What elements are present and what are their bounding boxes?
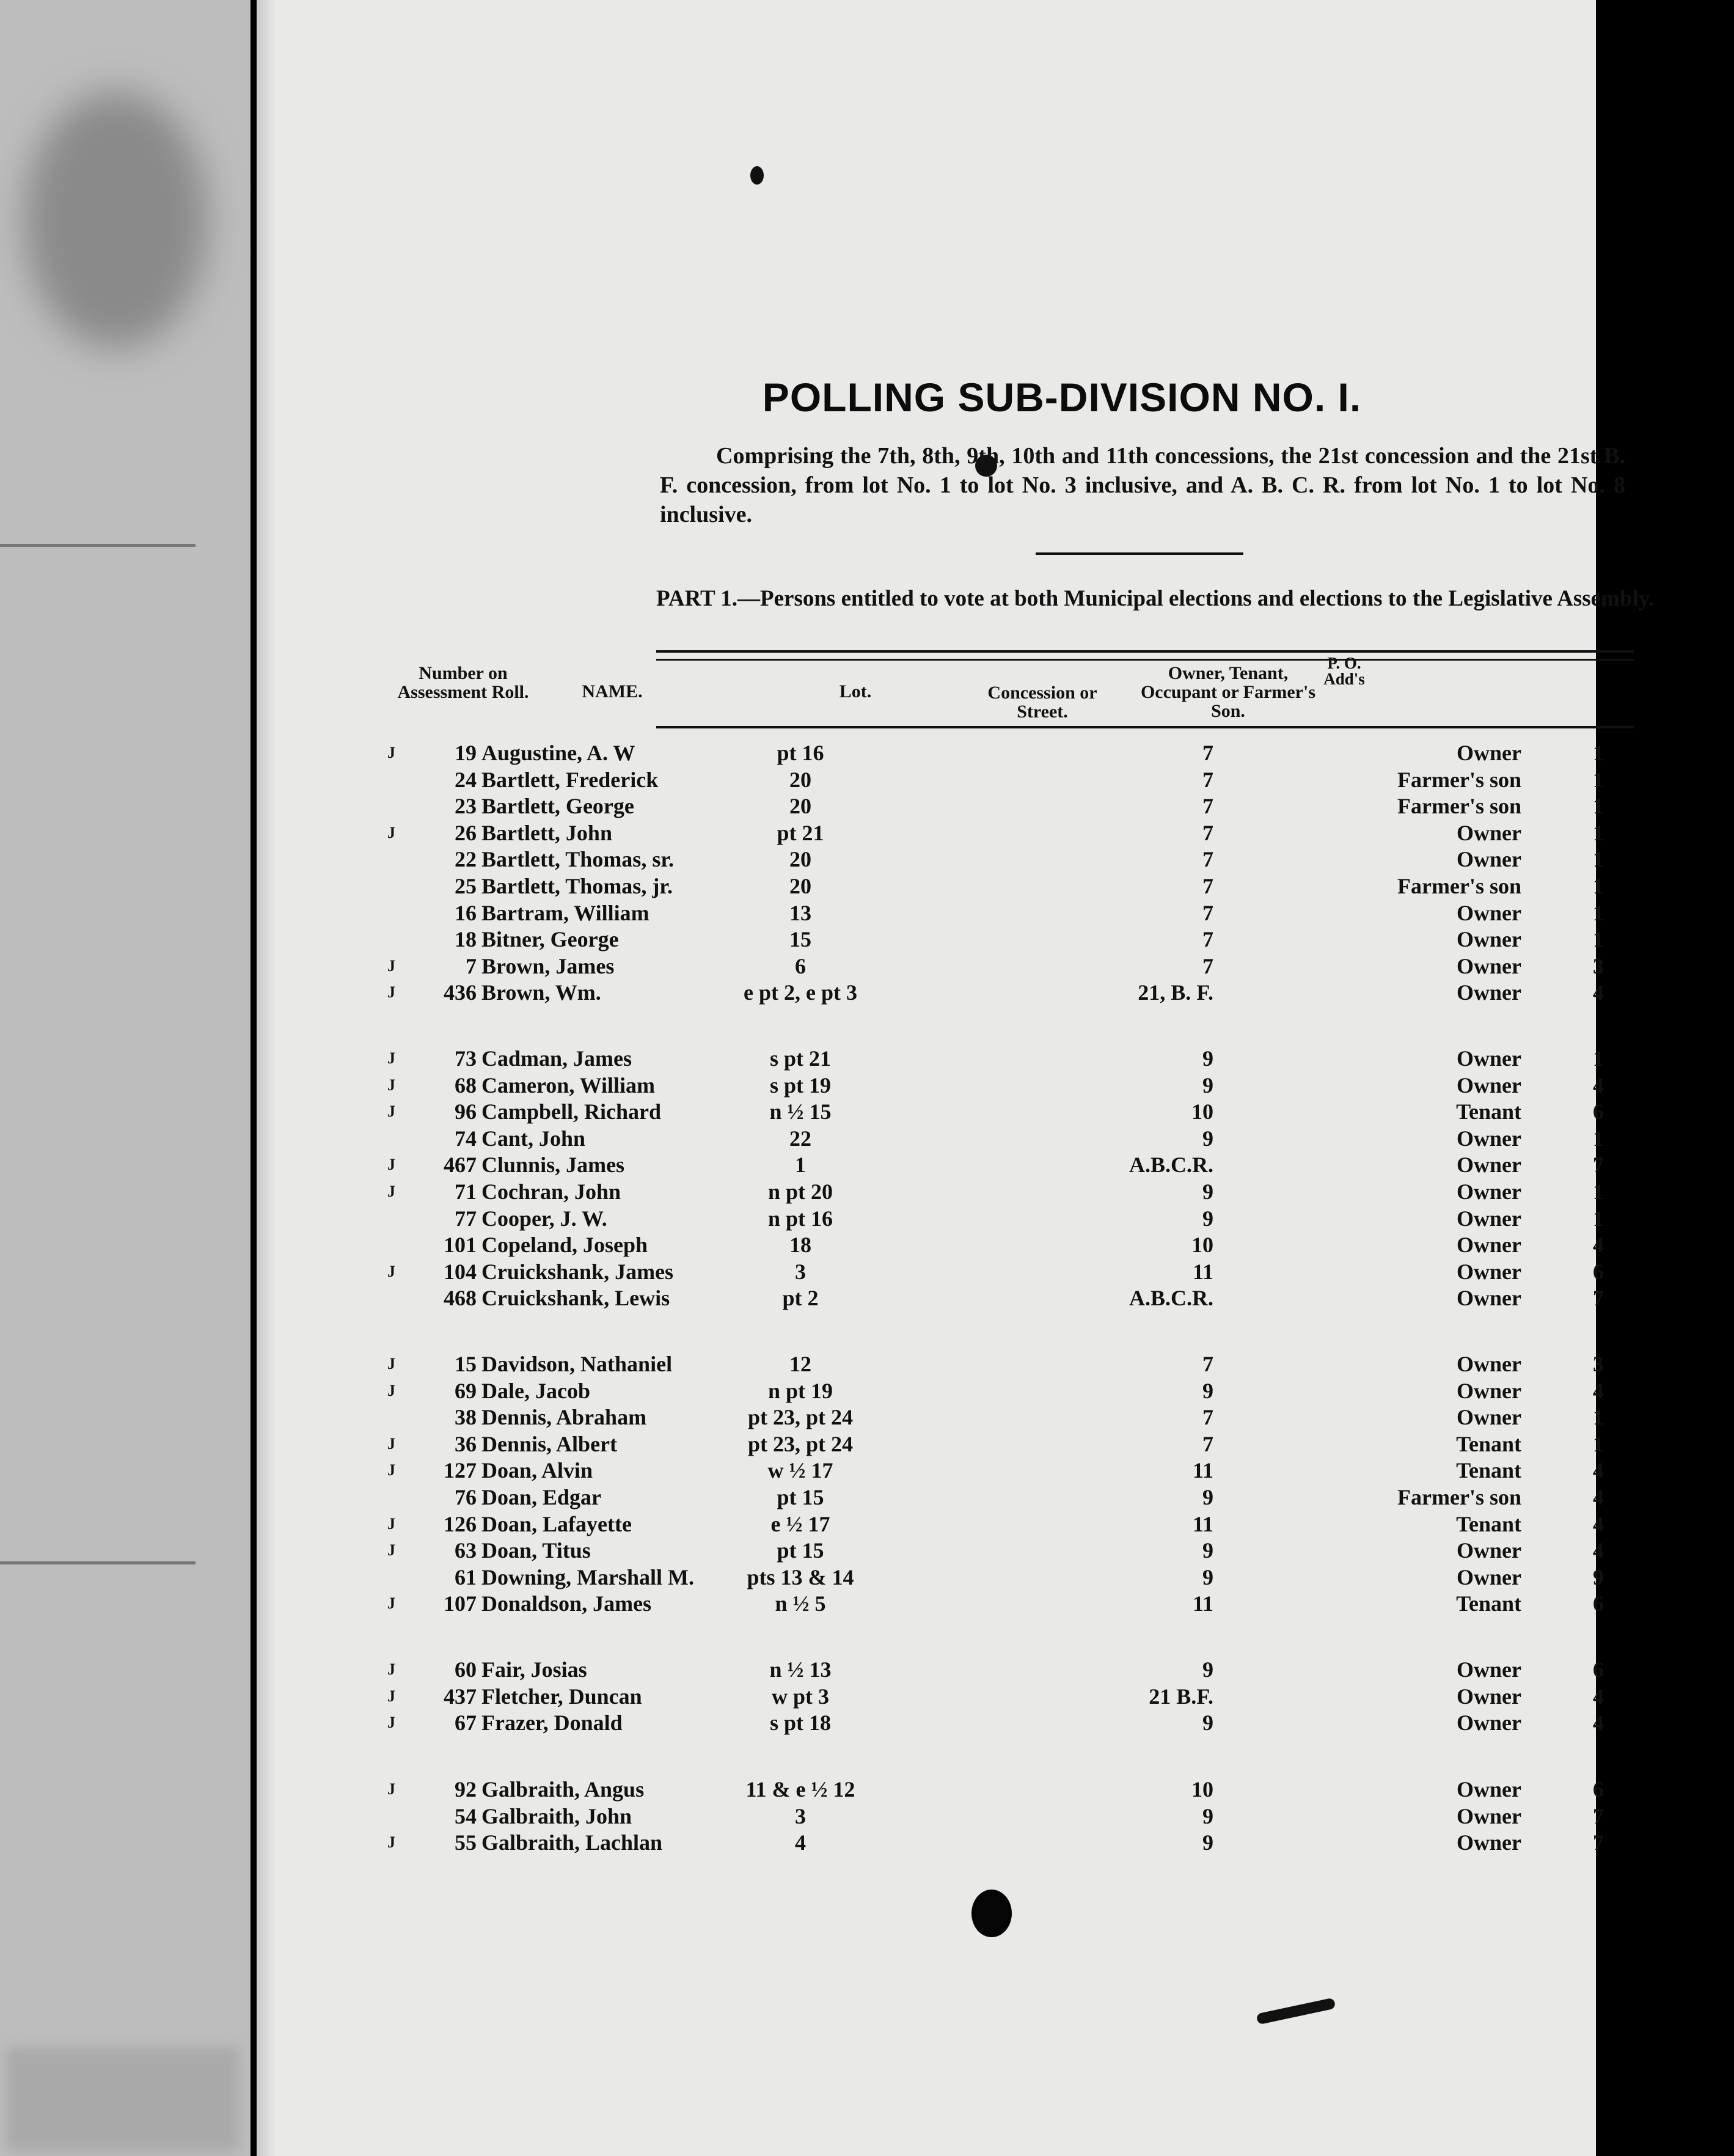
owner-status: Owner — [1457, 1126, 1521, 1151]
table-row — [257, 1205, 1604, 1232]
lot: e ½ 17 — [770, 1511, 830, 1536]
owner-status: Owner — [1457, 1803, 1521, 1828]
post-office-number: 3 — [1593, 953, 1604, 978]
table-row — [257, 1285, 1604, 1311]
assessment-number: 23 — [455, 794, 477, 819]
concession: A.B.C.R. — [1129, 1153, 1213, 1178]
post-office-number: 4 — [1593, 1485, 1604, 1509]
lot: 6 — [795, 953, 806, 978]
assessment-number: 126 — [444, 1511, 477, 1536]
table-row — [257, 873, 1604, 900]
concession: 9 — [1202, 1206, 1213, 1231]
voter-name: Brown, James — [481, 953, 615, 978]
assessment-number: 437 — [444, 1684, 477, 1709]
concession: 9 — [1202, 1711, 1213, 1736]
voter-name: Bartlett, John — [481, 820, 612, 845]
table-row — [257, 1683, 1604, 1710]
post-office-number: 6 — [1593, 1591, 1604, 1616]
post-office-number: 4 — [1593, 1538, 1604, 1563]
post-office-number: 6 — [1593, 1657, 1604, 1682]
col-header-po: P. O. Add's — [1323, 654, 1365, 688]
table-row — [257, 1829, 1604, 1856]
table-row — [257, 1511, 1604, 1538]
voter-name: Campbell, Richard — [481, 1099, 662, 1124]
table-top-rule — [656, 650, 1634, 661]
concession: 9 — [1202, 1046, 1213, 1071]
j-flag: J — [387, 1434, 395, 1453]
assessment-number: 55 — [455, 1830, 477, 1855]
owner-status: Farmer's son — [1397, 874, 1521, 898]
lot: pt 16 — [777, 741, 824, 765]
voter-name: Doan, Edgar — [481, 1485, 602, 1509]
owner-status: Tenant — [1456, 1591, 1521, 1616]
lot: pt 15 — [777, 1538, 824, 1563]
col-header-concession: Concession or Street. — [987, 683, 1097, 722]
concession: 10 — [1191, 1099, 1213, 1124]
table-row — [257, 1404, 1604, 1431]
voter-name: Doan, Titus — [481, 1538, 591, 1563]
concession: A.B.C.R. — [1129, 1286, 1213, 1311]
post-office-number: 6 — [1593, 1259, 1604, 1284]
table-row — [257, 979, 1604, 1006]
voter-name: Bartlett, Thomas, sr. — [481, 847, 674, 872]
j-flag: J — [387, 1660, 395, 1678]
post-office-number: 1 — [1593, 1046, 1604, 1071]
assessment-number: 24 — [455, 767, 477, 792]
post-office-number: 4 — [1593, 1684, 1604, 1709]
j-flag: J — [387, 823, 395, 842]
owner-status: Owner — [1457, 1286, 1521, 1311]
table-row — [257, 1457, 1604, 1484]
post-office-number: 1 — [1593, 820, 1604, 845]
lot: 4 — [795, 1830, 806, 1855]
post-office-number: 4 — [1593, 980, 1604, 1005]
table-row — [257, 820, 1604, 846]
post-office-number: 1 — [1593, 1126, 1604, 1151]
assessment-number: 468 — [444, 1286, 477, 1311]
table-row — [257, 926, 1604, 953]
concession: 7 — [1202, 1431, 1213, 1456]
concession: 9 — [1202, 1657, 1213, 1682]
post-office-number: 4 — [1593, 1511, 1604, 1536]
voter-name: Dennis, Abraham — [481, 1405, 647, 1430]
lot: n ½ 13 — [769, 1657, 832, 1682]
divider — [1036, 552, 1243, 555]
j-flag: J — [387, 1182, 395, 1200]
assessment-number: 68 — [455, 1072, 477, 1098]
concession: 7 — [1202, 900, 1213, 925]
concession: 21 B.F. — [1149, 1684, 1213, 1709]
table-row — [257, 1098, 1604, 1125]
lot: 3 — [795, 1803, 806, 1828]
col-header-name: NAME. — [582, 681, 643, 702]
assessment-number: 127 — [444, 1458, 477, 1483]
assessment-number: 25 — [455, 874, 477, 898]
post-office-number: 7 — [1593, 1830, 1604, 1855]
voter-name: Cadman, James — [481, 1046, 632, 1071]
table-row — [257, 1776, 1604, 1803]
table-row — [257, 1377, 1604, 1404]
assessment-number: 54 — [455, 1803, 477, 1828]
post-office-number: 1 — [1593, 794, 1604, 819]
concession: 11 — [1192, 1591, 1213, 1616]
post-office-number: 4 — [1593, 1711, 1604, 1736]
ink-blot — [971, 1890, 1012, 1937]
concession: 9 — [1202, 1072, 1213, 1098]
assessment-number: 18 — [455, 927, 477, 952]
owner-status: Tenant — [1456, 1431, 1521, 1456]
owner-status: Owner — [1457, 820, 1521, 845]
concession: 7 — [1202, 874, 1213, 898]
lot: n pt 19 — [767, 1378, 833, 1403]
owner-status: Owner — [1457, 1352, 1521, 1376]
owner-status: Owner — [1457, 1405, 1521, 1430]
lot: 20 — [789, 794, 811, 819]
assessment-number: 467 — [444, 1153, 477, 1178]
concession: 21, B. F. — [1138, 980, 1213, 1005]
owner-status: Owner — [1457, 1259, 1521, 1284]
post-office-number: 1 — [1593, 767, 1604, 792]
lot: pt 23, pt 24 — [747, 1405, 854, 1430]
page-title: POLLING SUB-DIVISION NO. I. — [762, 375, 1362, 420]
col-header-number: Number on Assessment Roll. — [397, 663, 529, 702]
table-row — [257, 1484, 1604, 1511]
concession: 7 — [1202, 820, 1213, 845]
j-flag: J — [387, 1687, 395, 1705]
assessment-number: 22 — [455, 847, 477, 872]
assessment-number: 63 — [455, 1538, 477, 1563]
part-heading: PART 1.—Persons entitled to vote at both Municipal elections and elections to the Legislative Assembly. — [656, 586, 1655, 611]
j-flag: J — [387, 1541, 395, 1560]
table-row — [257, 1258, 1604, 1285]
post-office-number: 7 — [1593, 1153, 1604, 1178]
assessment-number: 61 — [455, 1564, 477, 1590]
concession: 9 — [1202, 1378, 1213, 1403]
lot: 20 — [789, 874, 811, 898]
table-row — [257, 1537, 1604, 1564]
assessment-number: 60 — [455, 1657, 477, 1682]
table-row — [257, 900, 1604, 926]
post-office-number: 7 — [1593, 1286, 1604, 1311]
concession: 7 — [1202, 741, 1213, 765]
assessment-number: 107 — [444, 1591, 477, 1616]
owner-status: Farmer's son — [1397, 1485, 1521, 1509]
lot: 13 — [789, 900, 811, 925]
j-flag: J — [387, 1102, 395, 1121]
owner-status: Owner — [1457, 953, 1521, 978]
concession: 7 — [1202, 1405, 1213, 1430]
voter-name: Cruickshank, Lewis — [481, 1286, 670, 1311]
lot: 22 — [789, 1126, 811, 1151]
concession: 10 — [1191, 1233, 1213, 1258]
j-flag: J — [387, 1076, 395, 1094]
voter-name: Downing, Marshall M. — [481, 1564, 695, 1590]
table-row — [257, 1231, 1604, 1258]
lot: pt 21 — [777, 820, 824, 845]
concession: 9 — [1202, 1179, 1213, 1204]
assessment-number: 73 — [455, 1046, 477, 1071]
assessment-number: 19 — [455, 741, 477, 765]
voter-name: Brown, Wm. — [481, 980, 601, 1005]
voter-name: Copeland, Joseph — [481, 1233, 648, 1258]
concession: 9 — [1202, 1803, 1213, 1828]
table-row — [257, 1178, 1604, 1205]
lot: 3 — [795, 1259, 806, 1284]
voter-name: Dennis, Albert — [481, 1431, 618, 1456]
lot: 15 — [789, 927, 811, 952]
voter-name: Dale, Jacob — [481, 1378, 590, 1403]
post-office-number: 4 — [1593, 1378, 1604, 1403]
voter-name: Bartlett, Frederick — [481, 767, 659, 792]
table-row — [257, 1072, 1604, 1099]
lot: pt 2 — [782, 1286, 819, 1311]
j-flag: J — [387, 956, 395, 975]
owner-status: Owner — [1457, 1657, 1521, 1682]
owner-status: Owner — [1457, 1046, 1521, 1071]
owner-status: Owner — [1457, 1378, 1521, 1403]
j-flag: J — [387, 1780, 395, 1798]
lot: n pt 16 — [767, 1206, 833, 1231]
owner-status: Tenant — [1456, 1458, 1521, 1483]
table-row — [257, 1151, 1604, 1178]
j-flag: J — [387, 1714, 395, 1732]
concession: 9 — [1202, 1485, 1213, 1509]
assessment-number: 76 — [455, 1485, 477, 1509]
assessment-number: 15 — [455, 1352, 477, 1376]
j-flag: J — [387, 744, 395, 761]
owner-status: Owner — [1457, 1538, 1521, 1563]
assessment-number: 96 — [455, 1099, 477, 1124]
post-office-number: 1 — [1593, 1206, 1604, 1231]
voter-name: Bartram, William — [481, 900, 649, 925]
assessment-number: 104 — [444, 1259, 477, 1284]
lot: pt 15 — [777, 1485, 824, 1509]
table-row — [257, 766, 1604, 793]
owner-status: Owner — [1457, 1072, 1521, 1098]
facing-page-fragment — [24, 709, 232, 807]
post-office-number: 3 — [1593, 1352, 1604, 1376]
stain — [6, 2047, 238, 2151]
assessment-number: 38 — [455, 1405, 477, 1430]
post-office-number: 6 — [1593, 1099, 1604, 1124]
table-row — [257, 1045, 1604, 1072]
post-office-number: 4 — [1593, 1458, 1604, 1483]
voter-name: Frazer, Donald — [481, 1711, 623, 1736]
concession: 10 — [1191, 1777, 1213, 1802]
lot: e pt 2, e pt 3 — [744, 980, 857, 1005]
facing-page-rule — [0, 1561, 196, 1564]
owner-status: Owner — [1457, 1777, 1521, 1802]
concession: 7 — [1202, 927, 1213, 952]
j-flag: J — [387, 1833, 395, 1852]
concession: 7 — [1202, 953, 1213, 978]
table-row — [257, 1709, 1604, 1736]
post-office-number: 1 — [1593, 900, 1604, 925]
owner-status: Owner — [1457, 847, 1521, 872]
j-flag: J — [387, 1355, 395, 1373]
lot: s pt 18 — [769, 1711, 832, 1736]
concession: 9 — [1202, 1830, 1213, 1855]
post-office-number: 1 — [1593, 927, 1604, 952]
voter-name: Cruickshank, James — [481, 1259, 674, 1284]
owner-status: Owner — [1457, 1711, 1521, 1736]
owner-status: Owner — [1457, 1830, 1521, 1855]
lot: s pt 19 — [769, 1072, 832, 1098]
owner-status: Owner — [1457, 1179, 1521, 1204]
voter-name: Cochran, John — [481, 1179, 621, 1204]
j-flag: J — [387, 1461, 395, 1480]
post-office-number: 1 — [1593, 1431, 1604, 1456]
lot: 20 — [789, 767, 811, 792]
post-office-number: 1 — [1593, 874, 1604, 898]
assessment-number: 16 — [455, 900, 477, 925]
voter-name: Cameron, William — [481, 1072, 656, 1098]
lot: 11 & e ½ 12 — [745, 1777, 855, 1802]
lot: n pt 20 — [767, 1179, 833, 1204]
lot: pts 13 & 14 — [747, 1564, 854, 1590]
assessment-number: 101 — [444, 1233, 477, 1258]
concession: 11 — [1192, 1259, 1213, 1284]
lot: w pt 3 — [771, 1684, 829, 1709]
voter-name: Galbraith, Lachlan — [481, 1830, 663, 1855]
lot: n ½ 15 — [769, 1099, 832, 1124]
ink-blot — [750, 166, 764, 185]
voter-name: Cant, John — [481, 1126, 586, 1151]
voter-name: Galbraith, John — [481, 1803, 632, 1828]
assessment-number: 436 — [444, 980, 477, 1005]
post-office-number: 9 — [1593, 1564, 1604, 1590]
owner-status: Owner — [1457, 741, 1521, 765]
j-flag: J — [387, 1262, 395, 1280]
table-row — [257, 846, 1604, 873]
j-flag: J — [387, 983, 395, 1002]
voter-name: Doan, Lafayette — [481, 1511, 632, 1536]
post-office-number: 1 — [1593, 847, 1604, 872]
concession: 11 — [1192, 1458, 1213, 1483]
voter-name: Augustine, A. W — [481, 741, 635, 765]
owner-status: Owner — [1457, 1233, 1521, 1258]
voter-name: Galbraith, Angus — [481, 1777, 645, 1802]
owner-status: Owner — [1457, 1153, 1521, 1178]
assessment-number: 74 — [455, 1126, 477, 1151]
j-flag: J — [387, 1049, 395, 1067]
table-row — [257, 1803, 1604, 1830]
post-office-number: 7 — [1593, 1803, 1604, 1828]
owner-status: Farmer's son — [1397, 794, 1521, 819]
table-row — [257, 1656, 1604, 1683]
col-header-owner: Owner, Tenant, Occupant or Farmer's Son. — [1140, 663, 1316, 721]
owner-status: Owner — [1457, 1684, 1521, 1709]
voter-name: Donaldson, James — [481, 1591, 652, 1616]
assessment-number: 67 — [455, 1711, 477, 1736]
post-office-number: 1 — [1593, 1405, 1604, 1430]
concession: 7 — [1202, 767, 1213, 792]
owner-status: Tenant — [1456, 1099, 1521, 1124]
concession: 7 — [1202, 1352, 1213, 1376]
assessment-number: 92 — [455, 1777, 477, 1802]
lot: s pt 21 — [769, 1046, 832, 1071]
lot: 12 — [789, 1352, 811, 1376]
owner-status: Owner — [1457, 1564, 1521, 1590]
concession: 9 — [1202, 1126, 1213, 1151]
voter-name: Bartlett, Thomas, jr. — [481, 874, 673, 898]
voter-name: Davidson, Nathaniel — [481, 1352, 673, 1376]
owner-status: Farmer's son — [1397, 767, 1521, 792]
post-office-number: 1 — [1593, 1179, 1604, 1204]
table-row — [257, 1431, 1604, 1458]
ink-mark — [1256, 1998, 1336, 2025]
lot: 1 — [795, 1153, 806, 1178]
intro-paragraph: Comprising the 7th, 8th, 9th, 10th and 11th concessions, the 21st concession and the 21st B. F. concession, from lot No. 1 to lot No. 3 inclusive, and A. B. C. R. from lot No. 1 to lot No. 8 inclusive. — [660, 443, 1625, 527]
facing-page-rule — [0, 544, 196, 547]
voter-name: Fletcher, Duncan — [481, 1684, 642, 1709]
owner-status: Tenant — [1456, 1511, 1521, 1536]
concession: 7 — [1202, 847, 1213, 872]
voter-name: Clunnis, James — [481, 1153, 625, 1178]
concession: 9 — [1202, 1564, 1213, 1590]
j-flag: J — [387, 1514, 395, 1533]
concession: 9 — [1202, 1538, 1213, 1563]
lot: pt 23, pt 24 — [747, 1431, 854, 1456]
j-flag: J — [387, 1381, 395, 1399]
lot: n ½ 5 — [775, 1591, 826, 1616]
assessment-number: 77 — [455, 1206, 477, 1231]
table-row — [257, 793, 1604, 820]
facing-page — [0, 0, 251, 2156]
lot: w ½ 17 — [767, 1458, 833, 1483]
table-row — [257, 1351, 1604, 1377]
voter-name: Bartlett, George — [481, 794, 634, 819]
stain — [24, 92, 208, 348]
assessment-number: 69 — [455, 1378, 477, 1403]
voter-name: Bitner, George — [481, 927, 619, 952]
concession: 7 — [1202, 794, 1213, 819]
table-row — [257, 1125, 1604, 1152]
concession: 11 — [1192, 1511, 1213, 1536]
col-header-lot: Lot. — [839, 681, 872, 702]
voter-name: Doan, Alvin — [481, 1458, 593, 1483]
j-flag: J — [387, 1156, 395, 1174]
voter-name: Fair, Josias — [481, 1657, 587, 1682]
lot: 20 — [789, 847, 811, 872]
owner-status: Owner — [1457, 1206, 1521, 1231]
assessment-number: 7 — [466, 953, 477, 978]
voter-name: Cooper, J. W. — [481, 1206, 607, 1231]
post-office-number: 1 — [1593, 741, 1604, 765]
assessment-number: 36 — [455, 1431, 477, 1456]
binding-spine — [251, 0, 257, 2156]
table-header-rule — [656, 726, 1634, 728]
owner-status: Owner — [1457, 927, 1521, 952]
assessment-number: 71 — [455, 1179, 477, 1204]
assessment-number: 26 — [455, 820, 477, 845]
post-office-number: 4 — [1593, 1233, 1604, 1258]
document-page — [257, 0, 1655, 2156]
owner-status: Owner — [1457, 980, 1521, 1005]
j-flag: J — [387, 1594, 395, 1613]
post-office-number: 6 — [1593, 1777, 1604, 1802]
lot: 18 — [789, 1233, 811, 1258]
table-row — [257, 1590, 1604, 1617]
table-row — [257, 953, 1604, 980]
table-row — [257, 739, 1604, 766]
post-office-number: 4 — [1593, 1072, 1604, 1098]
table-row — [257, 1564, 1604, 1591]
owner-status: Owner — [1457, 900, 1521, 925]
